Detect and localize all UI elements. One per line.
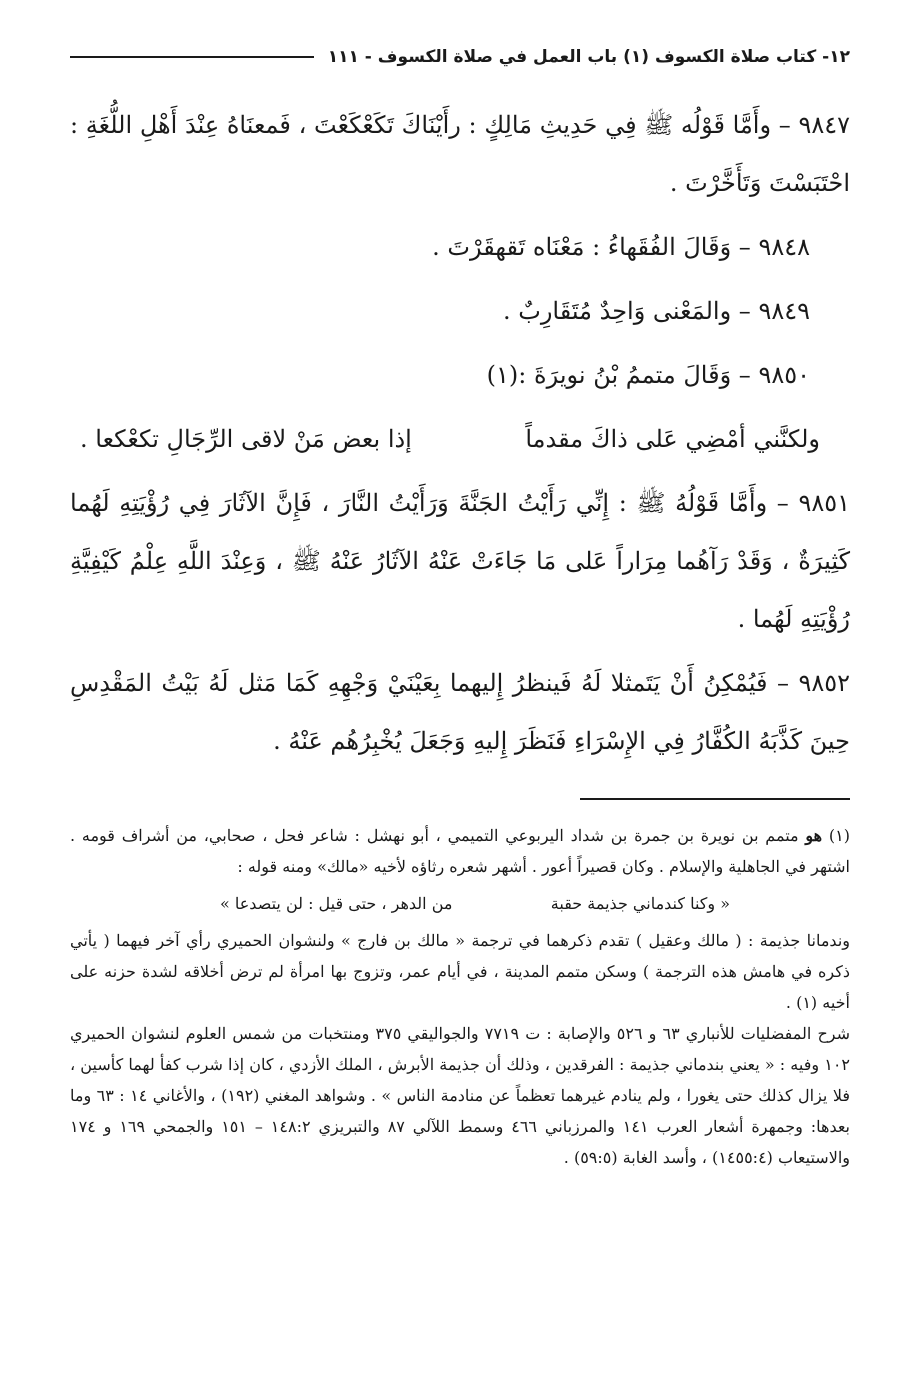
verse-second-hemistich: إذا بعض مَنْ لاقى الرِّجَالِ تكعْكعا .	[80, 425, 412, 453]
poem-verse	[70, 410, 850, 468]
footnote-marker: (١)	[828, 826, 850, 845]
paragraph-9847: ٩٨٤٧ – وأَمَّا قَوْلُه ﷺ فِي حَدِيثِ مَالِكٍ : رأَيْنَاكَ تَكَعْكَعْتَ ، فَمعنَاهُ عِنْدَ أَهْلِ اللُّغَةِ : احْتَبَسْتَ وَتَأَخَّرْتَ .	[70, 111, 850, 197]
footnote-lead: هو	[805, 826, 823, 845]
footnote-text-1: متمم بن نويرة بن جمرة بن شداد اليربوعي التميمي ، أبو نهشل : شاعر فحل ، صحابي، من أشراف قومه . اشتهر في الجاهلية والإسلام . وكان قصيراً أعور . أشهر شعره رثاؤه لأخيه «مالك» ومنه قوله :	[70, 826, 850, 876]
paragraph-9850: ٩٨٥٠ – وَقَالَ متممُ بْنُ نويرَةَ :(١)	[486, 361, 810, 389]
running-header	[70, 40, 850, 74]
footnote-separator	[580, 798, 850, 800]
footnote-1	[70, 820, 850, 882]
paragraph-9848: ٩٨٤٨ – وَقَالَ الفُقَهاءُ : مَعْنَاه تَقهقَرْتَ .	[432, 233, 810, 261]
main-text	[70, 96, 850, 770]
verse-first-hemistich: ولكنَّني أمْضِي عَلى ذاكَ مقدماً	[525, 425, 820, 453]
paragraph-9851: ٩٨٥١ – وأَمَّا قَوْلُهُ ﷺ : إِنِّي رَأَيْتُ الجَنَّةَ وَرَأَيْتُ النَّارَ ، فَإِنَّ الآثَارَ فِي رُؤْيَتِهِ لَهُما كَثِيرَةٌ ، وَقَدْ رَآهُما مِرَاراً عَلى مَا جَاءَتْ عَنْهُ الآثَارُ عَنْهُ ﷺ ، وَعِنْدَ اللَّهِ عِلْمُ كَيْفِيَّةِ رُؤْيَتِهِ لَهُما .	[70, 489, 850, 633]
footnote-verse-first: « وكنا كندماني جذيمة حقبة	[550, 894, 730, 913]
footnote-verse-second: من الدهر ، حتى قيل : لن يتصدعا »	[220, 894, 453, 913]
footnote-text-3: شرح المفضليات للأنباري ٦٣ و ٥٢٦ والإصابة : ت ٧٧١٩ والجواليقي ٣٧٥ ومنتخبات من شمس العلوم لنشوان الحميري ١٠٢ وفيه : « يعني بندماني جذيمة : الفرقدين ، وذلك أن جذيمة الأبرش ، الملك الأزدي ، كان إذا شرب كفأ لهما كأسين ، فلا يزال كذلك حتى يغورا ، ولم ينادم غيرهما تعظماً عن منادمة الناس » . وشواهد المغني (١٩٢) ، والأغاني ١٤ : ٦٣ وما بعدها: وجمهرة أشعار العرب ١٤١ والمرزباني ٤٦٦ وسمط اللآلي ٨٧ والتبريزي ١٤٨:٢ – ١٥١ والجمحي ١٦٩ و ١٧٤ والاستيعاب (١٤٥٥:٤) ، وأسد الغابة (٥٩:٥) .	[70, 1024, 851, 1167]
header-rule	[70, 56, 314, 58]
footnote-verse	[70, 888, 850, 919]
paragraph-9852: ٩٨٥٢ – فَيُمْكِنُ أَنْ يَتَمثلا لَهُ فَينظرُ إِليهما بِعَيْنَيْ وَجْهِهِ كَمَا مَثل لَهُ بَيْتُ المَقْدِسِ حِينَ كَذَّبَهُ الكُفَّارُ فِي الإِسْرَاءِ فَنَظَرَ إِليهِ وَجَعَلَ يُخْبِرُهُم عَنْهُ .	[70, 669, 850, 755]
footnote-text-2: وندمانا جذيمة : ( مالك وعقيل ) تقدم ذكرهما في ترجمة « مالك بن فارج » ولنشوان الحميري رأي آخر فيهما ( يأتي ذكره في هامش هذه الترجمة ) وسكن متمم المدينة ، في أيام عمر، وتزوج بها امرأة لم ترض أخلاقه لشدة حزنه على أخيه (١) .	[70, 931, 850, 1012]
footnotes	[70, 820, 850, 1173]
header-text: ١٢- كتاب صلاة الكسوف (١) باب العمل في صلاة الكسوف - ١١١	[327, 47, 850, 67]
page	[70, 40, 850, 1173]
paragraph-9849: ٩٨٤٩ – والمَعْنى وَاحِدٌ مُتَقَارِبٌ .	[502, 297, 810, 325]
